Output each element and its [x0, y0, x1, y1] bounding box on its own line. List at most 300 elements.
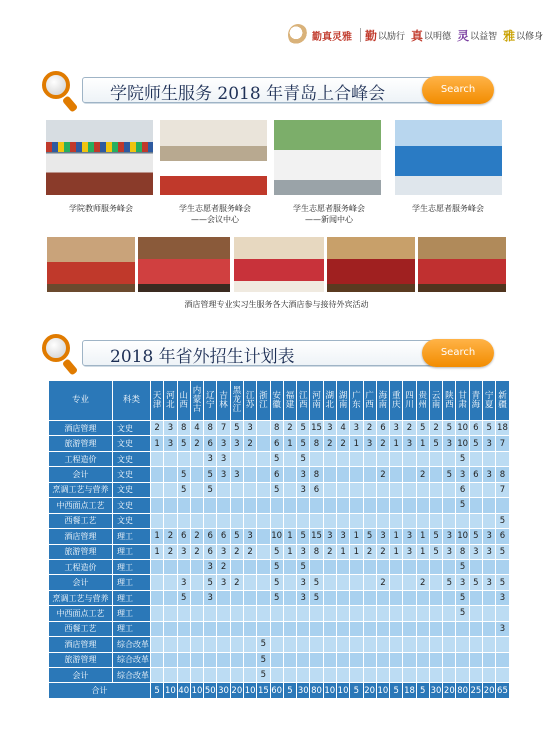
cell-quota	[164, 637, 177, 652]
cell-quota	[297, 621, 310, 636]
cell-quota	[297, 606, 310, 621]
table-row	[49, 513, 510, 528]
cell-quota: 5	[496, 575, 509, 590]
cell-quota: 6	[217, 529, 230, 544]
cell-major: 工程造价	[49, 451, 113, 466]
cell-quota	[336, 451, 349, 466]
cell-quota: 2	[323, 436, 336, 451]
cell-quota	[177, 621, 190, 636]
column-header-province: 黑龙江	[230, 381, 243, 421]
cell-quota	[336, 575, 349, 590]
cell-quota: 3	[217, 436, 230, 451]
cell-quota	[429, 482, 442, 497]
cell-quota	[297, 652, 310, 667]
cell-quota	[429, 590, 442, 605]
cell-quota: 2	[164, 529, 177, 544]
cell-quota	[443, 513, 456, 528]
cell-quota	[177, 498, 190, 513]
cell-quota	[336, 498, 349, 513]
cell-quota	[190, 606, 203, 621]
cell-major: 酒店管理	[49, 421, 113, 436]
cell-quota	[297, 513, 310, 528]
cell-major: 酒店管理	[49, 529, 113, 544]
cell-quota: 10	[323, 683, 336, 699]
cell-quota	[177, 668, 190, 683]
photo-volunteers-press-center	[274, 120, 381, 195]
cell-quota	[164, 606, 177, 621]
cell-quota	[350, 575, 363, 590]
cell-quota	[403, 498, 416, 513]
cell-quota: 5	[270, 559, 283, 574]
cell-quota	[190, 498, 203, 513]
enrollment-plan-table	[48, 380, 509, 699]
photo-caption: 学生志愿者服务峰会 ——会议中心	[179, 204, 251, 224]
cell-quota: 2	[416, 575, 429, 590]
cell-quota: 8	[456, 544, 469, 559]
cell-quota	[416, 621, 429, 636]
cell-quota: 2	[336, 436, 349, 451]
cell-quota: 3	[403, 436, 416, 451]
cell-quota: 2	[243, 436, 256, 451]
cell-quota	[416, 451, 429, 466]
cell-quota: 10	[376, 683, 389, 699]
cell-quota	[363, 590, 376, 605]
cell-quota: 3	[323, 421, 336, 436]
cell-subject: 综合改革	[113, 668, 151, 683]
cell-quota: 1	[416, 529, 429, 544]
cell-quota	[403, 668, 416, 683]
cell-subject: 文史	[113, 498, 151, 513]
cell-subject: 理工	[113, 529, 151, 544]
column-header-province: 江苏	[243, 381, 256, 421]
cell-quota	[230, 451, 243, 466]
column-header-province: 吉林	[217, 381, 230, 421]
table-row	[49, 637, 510, 652]
cell-quota	[429, 668, 442, 683]
cell-quota	[230, 621, 243, 636]
cell-quota: 2	[323, 544, 336, 559]
cell-quota: 6	[496, 529, 509, 544]
cell-quota: 3	[243, 421, 256, 436]
photo-hotel-3	[234, 237, 324, 292]
section-title-bar-summit	[38, 68, 508, 112]
photo-hotel-2	[138, 237, 230, 292]
cell-quota: 6	[270, 467, 283, 482]
cell-subject: 文史	[113, 467, 151, 482]
cell-quota	[217, 637, 230, 652]
cell-quota	[429, 652, 442, 667]
cell-quota: 3	[403, 544, 416, 559]
cell-quota	[217, 652, 230, 667]
cell-quota: 5	[204, 482, 217, 497]
cell-quota	[204, 498, 217, 513]
cell-quota: 5	[204, 575, 217, 590]
cell-major: 中西面点工艺	[49, 606, 113, 621]
cell-quota	[283, 590, 296, 605]
cell-quota: 3	[483, 467, 496, 482]
cell-quota	[230, 652, 243, 667]
cell-quota: 20	[230, 683, 243, 699]
cell-quota	[323, 652, 336, 667]
cell-quota	[443, 559, 456, 574]
cell-quota	[310, 498, 323, 513]
cell-quota	[257, 529, 270, 544]
photo-teachers-summit	[46, 120, 153, 195]
cell-quota: 3	[297, 590, 310, 605]
column-header-subject: 科类	[113, 381, 151, 421]
cell-quota: 2	[376, 544, 389, 559]
cell-quota	[283, 637, 296, 652]
cell-quota: 18	[496, 421, 509, 436]
cell-quota	[363, 467, 376, 482]
cell-quota	[496, 652, 509, 667]
cell-quota: 5	[257, 652, 270, 667]
cell-quota	[310, 606, 323, 621]
cell-quota	[390, 467, 403, 482]
cell-quota	[376, 559, 389, 574]
cell-quota: 2	[363, 421, 376, 436]
cell-quota	[403, 559, 416, 574]
cell-quota	[190, 621, 203, 636]
cell-quota	[323, 575, 336, 590]
cell-quota	[204, 513, 217, 528]
column-header-province: 海南	[376, 381, 389, 421]
cell-quota	[403, 621, 416, 636]
cell-quota	[350, 451, 363, 466]
search-button[interactable]: Search	[422, 76, 494, 104]
cell-quota	[283, 621, 296, 636]
magnifier-icon	[38, 331, 80, 375]
cell-quota	[310, 668, 323, 683]
cell-quota: 5	[469, 529, 482, 544]
cell-major: 西餐工艺	[49, 513, 113, 528]
cell-major: 旅游管理	[49, 544, 113, 559]
plan-table	[48, 380, 510, 699]
cell-quota	[403, 513, 416, 528]
column-header-province: 湖北	[323, 381, 336, 421]
cell-quota: 3	[217, 467, 230, 482]
column-header-province: 湖南	[336, 381, 349, 421]
cell-quota: 5	[456, 498, 469, 513]
column-header-province: 山西	[177, 381, 190, 421]
cell-quota	[483, 590, 496, 605]
cell-subject: 文史	[113, 482, 151, 497]
cell-quota: 5	[270, 544, 283, 559]
cell-quota	[151, 498, 164, 513]
cell-quota: 20	[443, 683, 456, 699]
cell-quota	[164, 467, 177, 482]
cell-quota: 30	[429, 683, 442, 699]
cell-quota	[336, 482, 349, 497]
cell-quota: 8	[310, 544, 323, 559]
cell-quota: 6	[469, 421, 482, 436]
search-button[interactable]: Search	[422, 339, 494, 367]
divider	[360, 28, 361, 42]
cell-quota	[336, 621, 349, 636]
cell-quota: 8	[496, 467, 509, 482]
cell-quota: 5	[429, 529, 442, 544]
cell-quota: 6	[204, 529, 217, 544]
photo-hotel-5	[418, 237, 506, 292]
cell-quota: 15	[257, 683, 270, 699]
cell-quota	[483, 606, 496, 621]
cell-quota	[270, 621, 283, 636]
cell-quota	[429, 559, 442, 574]
cell-major: 工程造价	[49, 559, 113, 574]
cell-major: 西餐工艺	[49, 621, 113, 636]
cell-quota	[429, 498, 442, 513]
cell-quota	[403, 652, 416, 667]
cell-quota	[243, 668, 256, 683]
cell-quota: 80	[310, 683, 323, 699]
cell-quota: 15	[310, 529, 323, 544]
cell-quota	[323, 513, 336, 528]
cell-quota	[350, 590, 363, 605]
cell-quota: 10	[243, 683, 256, 699]
cell-quota	[243, 513, 256, 528]
column-header-province: 福建	[283, 381, 296, 421]
cell-quota	[483, 559, 496, 574]
cell-quota	[243, 637, 256, 652]
section-title: 2018 年省外招生计划表	[110, 347, 295, 367]
cell-quota	[310, 513, 323, 528]
cell-quota	[323, 451, 336, 466]
photo-caption: 学院教师服务峰会	[69, 204, 133, 213]
cell-quota	[177, 451, 190, 466]
cell-quota	[230, 513, 243, 528]
cell-quota	[483, 513, 496, 528]
cell-quota	[376, 498, 389, 513]
cell-major: 烹调工艺与营养	[49, 482, 113, 497]
table-row	[49, 606, 510, 621]
table-row	[49, 668, 510, 683]
cell-major: 酒店管理	[49, 637, 113, 652]
cell-quota	[443, 652, 456, 667]
cell-quota	[350, 513, 363, 528]
cell-quota	[443, 637, 456, 652]
cell-quota	[323, 606, 336, 621]
cell-quota	[496, 668, 509, 683]
table-row	[49, 467, 510, 482]
cell-quota	[363, 606, 376, 621]
cell-quota	[456, 637, 469, 652]
cell-major: 旅游管理	[49, 652, 113, 667]
cell-quota: 80	[456, 683, 469, 699]
cell-quota: 6	[376, 421, 389, 436]
cell-quota	[190, 513, 203, 528]
cell-quota	[257, 436, 270, 451]
cell-quota	[164, 482, 177, 497]
cell-quota: 3	[376, 529, 389, 544]
photo-hotel-1	[47, 237, 135, 292]
cell-quota: 2	[376, 575, 389, 590]
cell-quota	[230, 668, 243, 683]
cell-quota	[243, 559, 256, 574]
cell-quota	[403, 606, 416, 621]
cell-quota: 5	[270, 482, 283, 497]
cell-subject: 文史	[113, 451, 151, 466]
cell-quota: 8	[177, 421, 190, 436]
cell-quota	[416, 637, 429, 652]
cell-quota	[336, 652, 349, 667]
table-row	[49, 590, 510, 605]
cell-quota	[390, 559, 403, 574]
table-row	[49, 482, 510, 497]
column-header-province: 新疆	[496, 381, 509, 421]
cell-major: 旅游管理	[49, 436, 113, 451]
table-row	[49, 575, 510, 590]
cell-quota	[469, 559, 482, 574]
cell-quota: 10	[456, 421, 469, 436]
cell-quota	[483, 621, 496, 636]
cell-quota	[443, 606, 456, 621]
cell-quota: 6	[204, 544, 217, 559]
cell-quota	[217, 590, 230, 605]
cell-quota	[496, 498, 509, 513]
cell-quota	[390, 652, 403, 667]
cell-quota	[350, 637, 363, 652]
cell-quota	[469, 637, 482, 652]
cell-quota	[429, 606, 442, 621]
cell-quota	[151, 451, 164, 466]
school-logo-icon	[288, 24, 308, 46]
table-row	[49, 621, 510, 636]
cell-quota: 3	[217, 451, 230, 466]
photo-hotel-4	[327, 237, 415, 292]
cell-quota: 10	[270, 529, 283, 544]
cell-quota: 5	[177, 436, 190, 451]
column-header-province: 甘肃	[456, 381, 469, 421]
cell-quota: 3	[204, 590, 217, 605]
cell-quota	[297, 668, 310, 683]
cell-quota	[164, 621, 177, 636]
cell-quota	[443, 668, 456, 683]
cell-quota: 3	[483, 529, 496, 544]
cell-quota: 2	[376, 467, 389, 482]
cell-quota	[483, 668, 496, 683]
cell-quota: 5	[283, 683, 296, 699]
cell-quota: 15	[310, 421, 323, 436]
cell-quota	[257, 513, 270, 528]
cell-quota	[323, 482, 336, 497]
cell-quota: 5	[469, 575, 482, 590]
magnifier-icon	[38, 68, 80, 112]
cell-quota	[257, 482, 270, 497]
cell-quota: 5	[443, 467, 456, 482]
motto-item: 真 以明德	[411, 28, 452, 43]
cell-quota: 1	[390, 544, 403, 559]
cell-quota	[350, 482, 363, 497]
cell-quota	[310, 637, 323, 652]
cell-quota: 3	[164, 436, 177, 451]
cell-quota	[469, 513, 482, 528]
cell-quota	[230, 590, 243, 605]
cell-quota	[429, 467, 442, 482]
motto-item: 雅 以修身	[503, 28, 544, 43]
school-motto	[288, 22, 550, 48]
cell-quota	[151, 559, 164, 574]
cell-quota	[469, 606, 482, 621]
cell-quota	[323, 590, 336, 605]
cell-quota	[483, 482, 496, 497]
cell-quota: 5	[456, 559, 469, 574]
cell-quota	[177, 559, 190, 574]
cell-quota: 5	[429, 544, 442, 559]
cell-quota	[429, 575, 442, 590]
cell-quota: 7	[496, 436, 509, 451]
cell-quota	[363, 621, 376, 636]
column-header-province: 内蒙古	[190, 381, 203, 421]
cell-quota	[230, 498, 243, 513]
cell-quota	[429, 513, 442, 528]
cell-quota	[363, 498, 376, 513]
cell-quota: 50	[204, 683, 217, 699]
photo-caption: 学生志愿者服务峰会 ——新闻中心	[293, 204, 365, 224]
cell-quota: 2	[283, 421, 296, 436]
cell-quota	[390, 621, 403, 636]
cell-quota: 10	[456, 529, 469, 544]
cell-quota: 3	[297, 575, 310, 590]
cell-quota	[416, 590, 429, 605]
cell-quota	[310, 652, 323, 667]
cell-quota	[363, 575, 376, 590]
column-header-province: 安徽	[270, 381, 283, 421]
cell-quota: 3	[403, 529, 416, 544]
cell-quota	[469, 652, 482, 667]
cell-quota: 5	[151, 683, 164, 699]
table-row	[49, 436, 510, 451]
cell-quota: 5	[297, 421, 310, 436]
cell-quota: 1	[283, 436, 296, 451]
cell-quota: 4	[190, 421, 203, 436]
cell-quota	[350, 467, 363, 482]
cell-quota	[257, 467, 270, 482]
cell-quota	[190, 637, 203, 652]
cell-quota: 5	[310, 590, 323, 605]
cell-quota: 5	[443, 575, 456, 590]
cell-quota: 1	[336, 544, 349, 559]
cell-quota	[443, 451, 456, 466]
cell-quota	[376, 451, 389, 466]
column-header-province: 广西	[363, 381, 376, 421]
cell-quota	[469, 621, 482, 636]
cell-quota: 5	[230, 421, 243, 436]
cell-quota	[496, 559, 509, 574]
cell-quota: 3	[496, 590, 509, 605]
column-header-province: 浙江	[257, 381, 270, 421]
cell-subject: 综合改革	[113, 637, 151, 652]
cell-quota	[456, 668, 469, 683]
cell-quota: 5	[270, 451, 283, 466]
cell-quota: 5	[416, 421, 429, 436]
cell-quota: 1	[151, 436, 164, 451]
column-header-province: 青海	[469, 381, 482, 421]
cell-quota: 2	[190, 436, 203, 451]
cell-subject: 理工	[113, 606, 151, 621]
cell-quota	[243, 482, 256, 497]
cell-quota	[190, 467, 203, 482]
cell-quota: 5	[297, 529, 310, 544]
cell-quota	[443, 498, 456, 513]
cell-major: 会计	[49, 575, 113, 590]
cell-quota: 1	[416, 436, 429, 451]
cell-quota	[363, 652, 376, 667]
cell-quota	[363, 513, 376, 528]
total-row	[49, 683, 510, 699]
cell-quota	[283, 559, 296, 574]
cell-quota: 3	[443, 529, 456, 544]
cell-quota	[217, 621, 230, 636]
